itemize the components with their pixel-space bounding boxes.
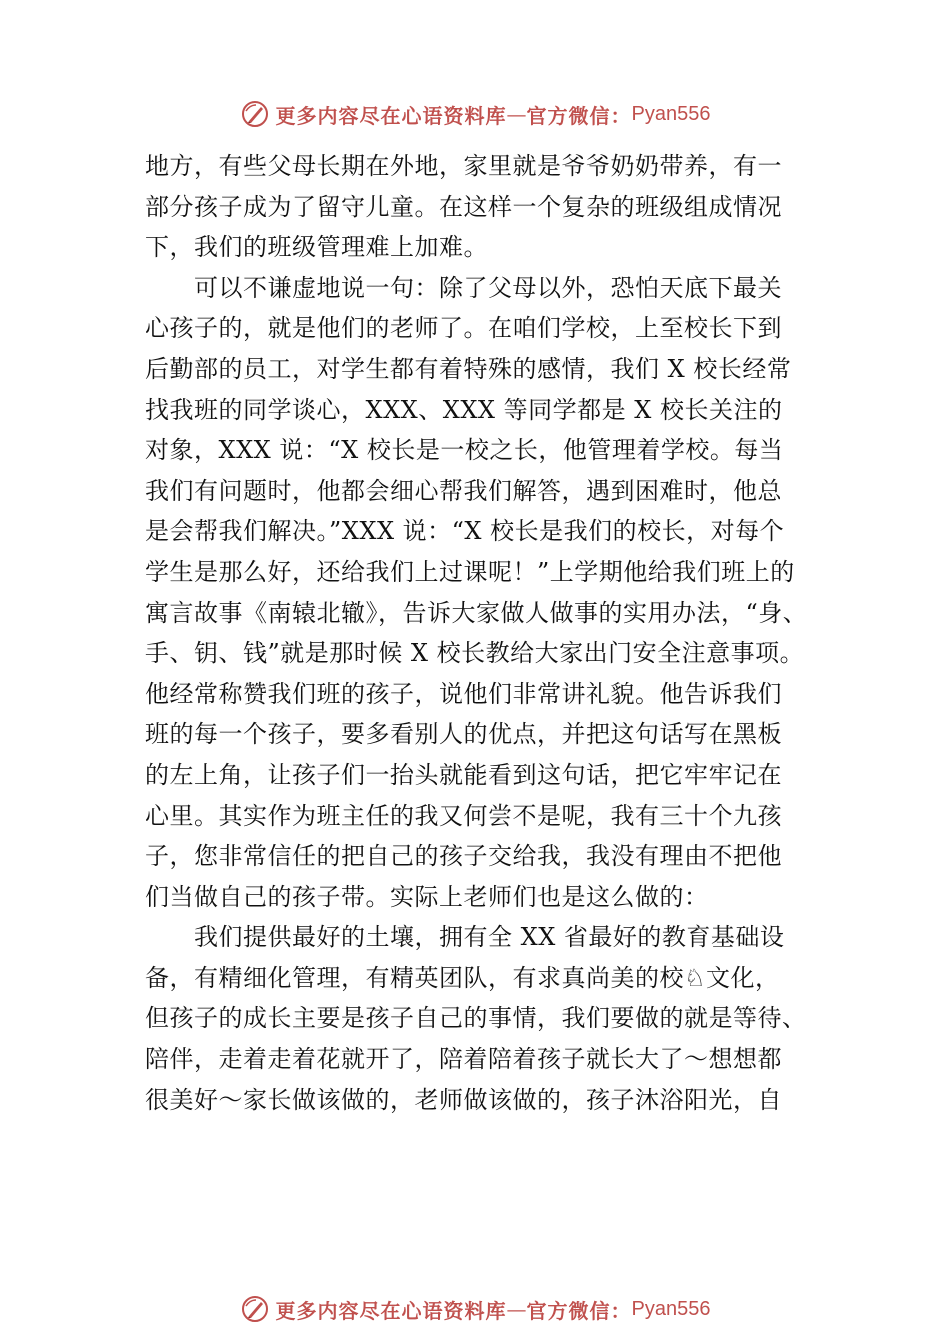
text-line: 地方，有些父母长期在外地，家里就是爷爷奶奶带养，有一	[145, 152, 782, 180]
text-line: 下，我们的班级管理难上加难。	[145, 233, 488, 262]
text-line: 寓言故事《南辕北辙》，告诉大家做人做事的实用办法，“身、	[145, 598, 808, 627]
text-line: 我们提供最好的土壤，拥有全 XX 省最好的教育基础设	[194, 923, 785, 952]
quill-pen-logo-icon	[240, 99, 270, 129]
text-line: 很美好～家长做该做的，老师做该做的，孩子沐浴阳光，自	[145, 1085, 782, 1114]
banner-wechat-id: Pyan556	[631, 1297, 711, 1320]
text-line: 陪伴，走着走着花就开了，陪着陪着孩子就长大了～想想都	[145, 1045, 782, 1074]
text-line: 手、钥、钱”就是那时候 X 校长教给大家出门安全注意事项。	[145, 639, 805, 668]
banner-wechat-id: Pyan556	[631, 102, 711, 125]
banner-separator: —	[506, 1297, 527, 1321]
banner-main-text: 更多内容尽在心语资料库	[275, 103, 507, 128]
text-line: 是会帮我们解决。”XXX 说：“X 校长是我们的校长，对每个	[145, 517, 785, 546]
banner-suffix-text: 官方微信：	[526, 1298, 632, 1323]
text-line: 后勤部的员工，对学生都有着特殊的感情，我们 X 校长经常	[145, 354, 792, 383]
text-line: 班的每一个孩子，要多看别人的优点，并把这句话写在黑板	[145, 720, 782, 749]
text-line: 的左上角，让孩子们一抬头就能看到这句话，把它牢牢记在	[145, 760, 782, 789]
banner-suffix-text: 官方微信：	[526, 103, 632, 128]
document-body	[145, 146, 810, 1120]
text-line: 心孩子的，就是他们的老师了。在咱们学校，上至校长下到	[145, 314, 782, 343]
text-line: 找我班的同学谈心，XXX、XXX 等同学都是 X 校长关注的	[145, 395, 783, 424]
banner-main-text: 更多内容尽在心语资料库	[275, 1298, 507, 1323]
quill-pen-logo-icon	[240, 1294, 270, 1324]
text-line: 备，有精细化管理，有精英团队，有求真尚美的校♘文化，	[145, 963, 780, 992]
text-line: 他经常称赞我们班的孩子，说他们非常讲礼貌。他告诉我们	[145, 679, 782, 708]
text-line: 可以不谦虚地说一句：除了父母以外，恐怕天底下最关	[194, 273, 782, 302]
header-banner	[0, 92, 950, 136]
banner-separator: —	[506, 102, 527, 126]
text-line: 心里。其实作为班主任的我又何尝不是呢，我有三十个九孩	[145, 801, 782, 830]
text-line: 们当做自己的孩子带。实际上老师们也是这么做的：	[145, 882, 709, 911]
text-line: 对象，XXX 说：“X 校长是一校之长，他管理着学校。每当	[145, 436, 784, 465]
text-line: 子，您非常信任的把自己的孩子交给我，我没有理由不把他	[145, 842, 782, 871]
text-line: 学生是那么好，还给我们上过课呢！”上学期他给我们班上的	[145, 557, 795, 586]
text-line: 但孩子的成长主要是孩子自己的事情，我们要做的就是等待、	[145, 1004, 807, 1033]
text-line: 部分孩子成为了留守儿童。在这样一个复杂的班级组成情况	[145, 192, 782, 221]
text-line: 我们有问题时，他都会细心帮我们解答，遇到困难时，他总	[145, 476, 782, 505]
footer-banner	[0, 1287, 950, 1331]
